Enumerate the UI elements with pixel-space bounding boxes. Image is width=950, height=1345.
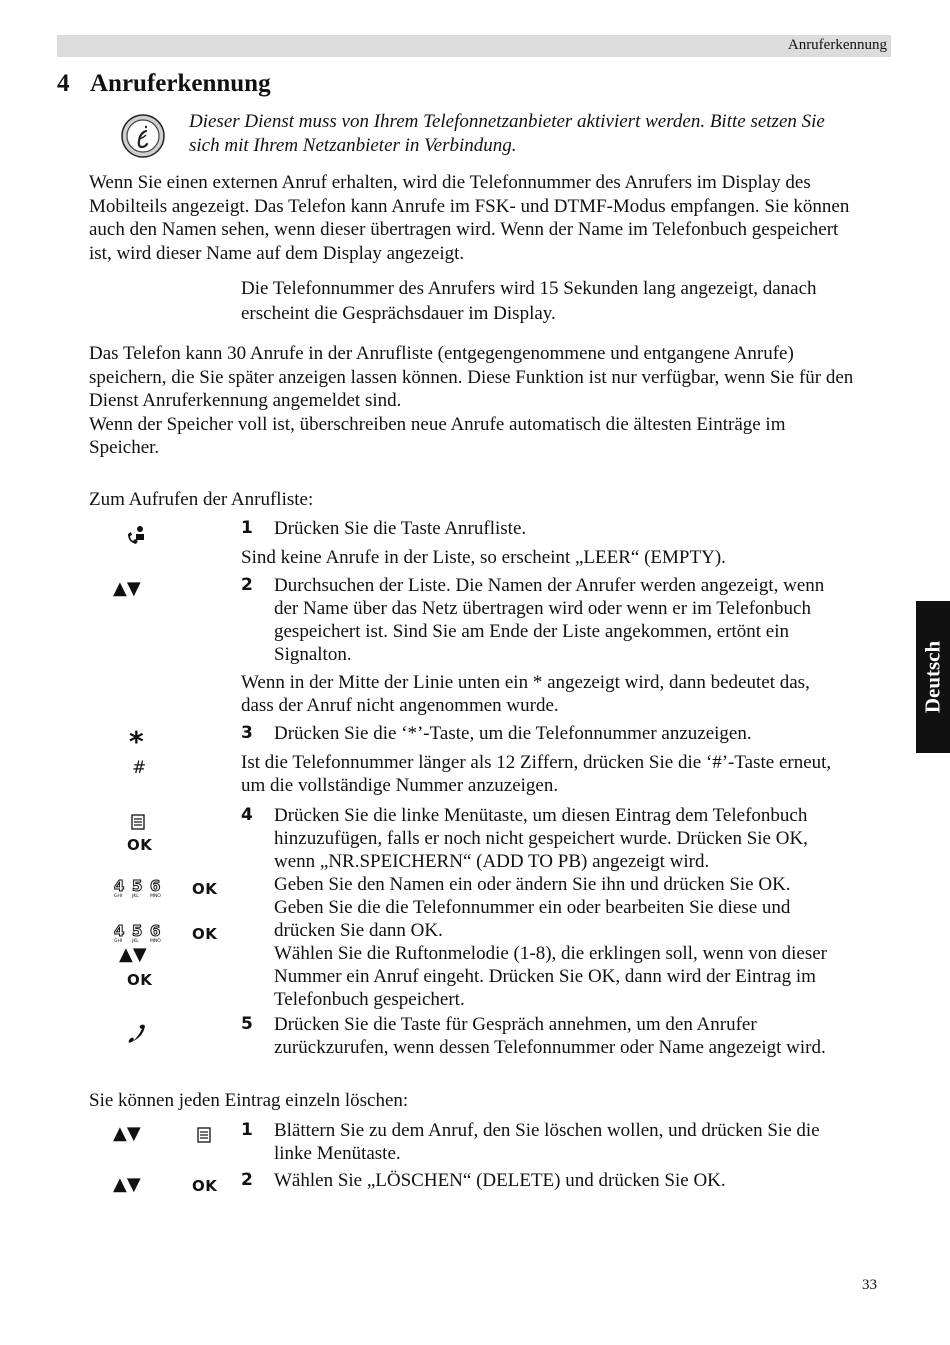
keypad-456-icon (113, 923, 167, 943)
key-4-letters: GHI (114, 939, 123, 943)
call-list-icon (125, 525, 147, 547)
list-intro: Zum Aufrufen der Anrufliste: (89, 489, 314, 510)
key-5-label: 5 (132, 878, 143, 895)
paragraph-intro: Wenn Sie einen externen Anruf erhalten, wird die Telefonnummer des Anrufers im Display des Mobilteils angezeigt. Das Telefon kann Anrufe im FSK- und DTMF-Modus empfangen. Sie können auch den Namen sehen, wenn dieser übertragen wird. Wenn der Name im Telefonbuch gespeichert ist, wird dieser Name auf dem Display angezeigt. (89, 172, 850, 264)
key-6-label: 6 (150, 923, 161, 940)
ok-key-icon: OK (192, 880, 218, 898)
menu-key-icon (131, 814, 145, 830)
step-1: 1 Drücken Sie die Taste Anrufliste. (241, 518, 527, 539)
menu-key-icon (197, 1127, 211, 1143)
step-number: 1 (241, 518, 253, 538)
star-key-icon: * (129, 725, 144, 758)
note-text: Dieser Dienst muss von Ihrem Telefonnetzanbieter aktiviert werden. Bitte setzen Sie sich mit Ihrem Netzanbieter in Verbindung. (189, 111, 825, 156)
up-down-icon: ▲▼ (113, 1123, 141, 1144)
hash-key-icon: # (132, 758, 147, 778)
ok-key-icon: OK (192, 925, 218, 943)
step-2-note: Wenn in der Mitte der Linie unten ein * angezeigt wird, dann bedeutet das, dass der Anruf nicht angenommen wurde. (241, 672, 810, 716)
language-tab (916, 601, 950, 753)
step-3: 3 Drücken Sie die ‘*’-Taste, um die Telefonnummer anzuzeigen. (241, 723, 752, 744)
step-number: 2 (241, 575, 253, 595)
section-number: 4 (57, 70, 70, 97)
paragraph-call-list: Das Telefon kann 30 Anrufe in der Anrufliste (entgegengenommene und entgangene Anrufe) speichern, die Sie später anzeigen lassen können. Diese Funktion ist nur verfügbar, wenn Sie für den Dienst Anruferkennung angemeldet sind. Wenn der Speicher voll ist, überschreiben neue Anrufe automatisch die ältesten Einträge im Speicher. (89, 343, 854, 458)
call-answer-icon (126, 1024, 150, 1046)
paragraph-display-duration: Die Telefonnummer des Anrufers wird 15 Sekunden lang angezeigt, danach erscheint die Gesprächsdauer im Display. (241, 278, 817, 324)
step-number: 4 (241, 805, 253, 825)
step-number: 5 (241, 1014, 253, 1034)
running-header (57, 35, 891, 57)
key-6-letters: MNO (150, 894, 161, 898)
key-5-label: 5 (132, 923, 143, 940)
delete-step-1: 1 Blättern Sie zu dem Anruf, den Sie löschen wollen, und drücken Sie die linke Menütaste. (241, 1120, 820, 1164)
step-1-note: Sind keine Anrufe in der Liste, so erscheint „LEER“ (EMPTY). (241, 547, 726, 568)
key-6-letters: MNO (150, 939, 161, 943)
section-title: Anruferkennung (90, 70, 271, 97)
key-4-label: 4 (114, 923, 125, 940)
key-4-label: 4 (114, 878, 125, 895)
step-3-note: Ist die Telefonnummer länger als 12 Ziffern, drücken Sie die ‘#’-Taste erneut, um die vollständige Nummer anzuzeigen. (241, 752, 832, 796)
info-icon (121, 114, 165, 158)
delete-step-2: 2 Wählen Sie „LÖSCHEN“ (DELETE) und drücken Sie OK. (241, 1170, 726, 1191)
running-title: Anruferkennung (787, 37, 887, 53)
key-6-label: 6 (150, 878, 161, 895)
language-tab-label: Deutsch (920, 640, 945, 714)
up-down-icon: ▲▼ (113, 578, 141, 599)
step-number: 1 (241, 1120, 253, 1140)
ok-key-icon: OK (127, 971, 153, 989)
page-number: 33 (862, 1277, 877, 1293)
step-2: 2 Durchsuchen der Liste. Die Namen der Anrufer werden angezeigt, wenn der Name über das Netz übertragen wird oder wenn er im Telefonbuch gespeichert ist. Sind Sie am Ende der Liste angekommen, ertönt ein Signalton. (241, 575, 825, 665)
ok-key-icon: OK (192, 1177, 218, 1195)
key-5-letters: JKL (132, 894, 139, 898)
step-4: 4 Drücken Sie die linke Menütaste, um diesen Eintrag dem Telefonbuch hinzuzufügen, falls er noch nicht gespeichert wurde. Drücken Sie OK, wenn „NR.SPEICHERN“ (ADD TO PB) angezeigt wird. Geben Sie den Namen ein oder ändern Sie ihn und drücken Sie OK. Geben Sie die die Telefonnummer ein oder bearbeiten Sie diese und drücken Sie dann OK. Wählen Sie die Ruftonmelodie (1-8), die erklingen soll, wenn von dieser Nummer ein Anruf eingeht. Drücken Sie OK, dann wird der Eintrag im Telefonbuch gespeichert. (241, 805, 827, 1010)
key-5-letters: JKL (132, 939, 139, 943)
up-down-icon: ▲▼ (113, 1174, 141, 1195)
key-4-letters: GHI (114, 894, 123, 898)
step-5: 5 Drücken Sie die Taste für Gespräch annehmen, um den Anrufer zurückzurufen, wenn dessen Telefonnummer oder Name angezeigt wird. (241, 1014, 826, 1058)
section-heading (57, 70, 271, 98)
step-number: 3 (241, 723, 253, 743)
up-down-icon: ▲▼ (119, 944, 147, 965)
keypad-456-icon (113, 878, 167, 898)
step-number: 2 (241, 1170, 253, 1190)
delete-intro: Sie können jeden Eintrag einzeln löschen: (89, 1090, 409, 1111)
ok-key-icon: OK (127, 836, 153, 854)
